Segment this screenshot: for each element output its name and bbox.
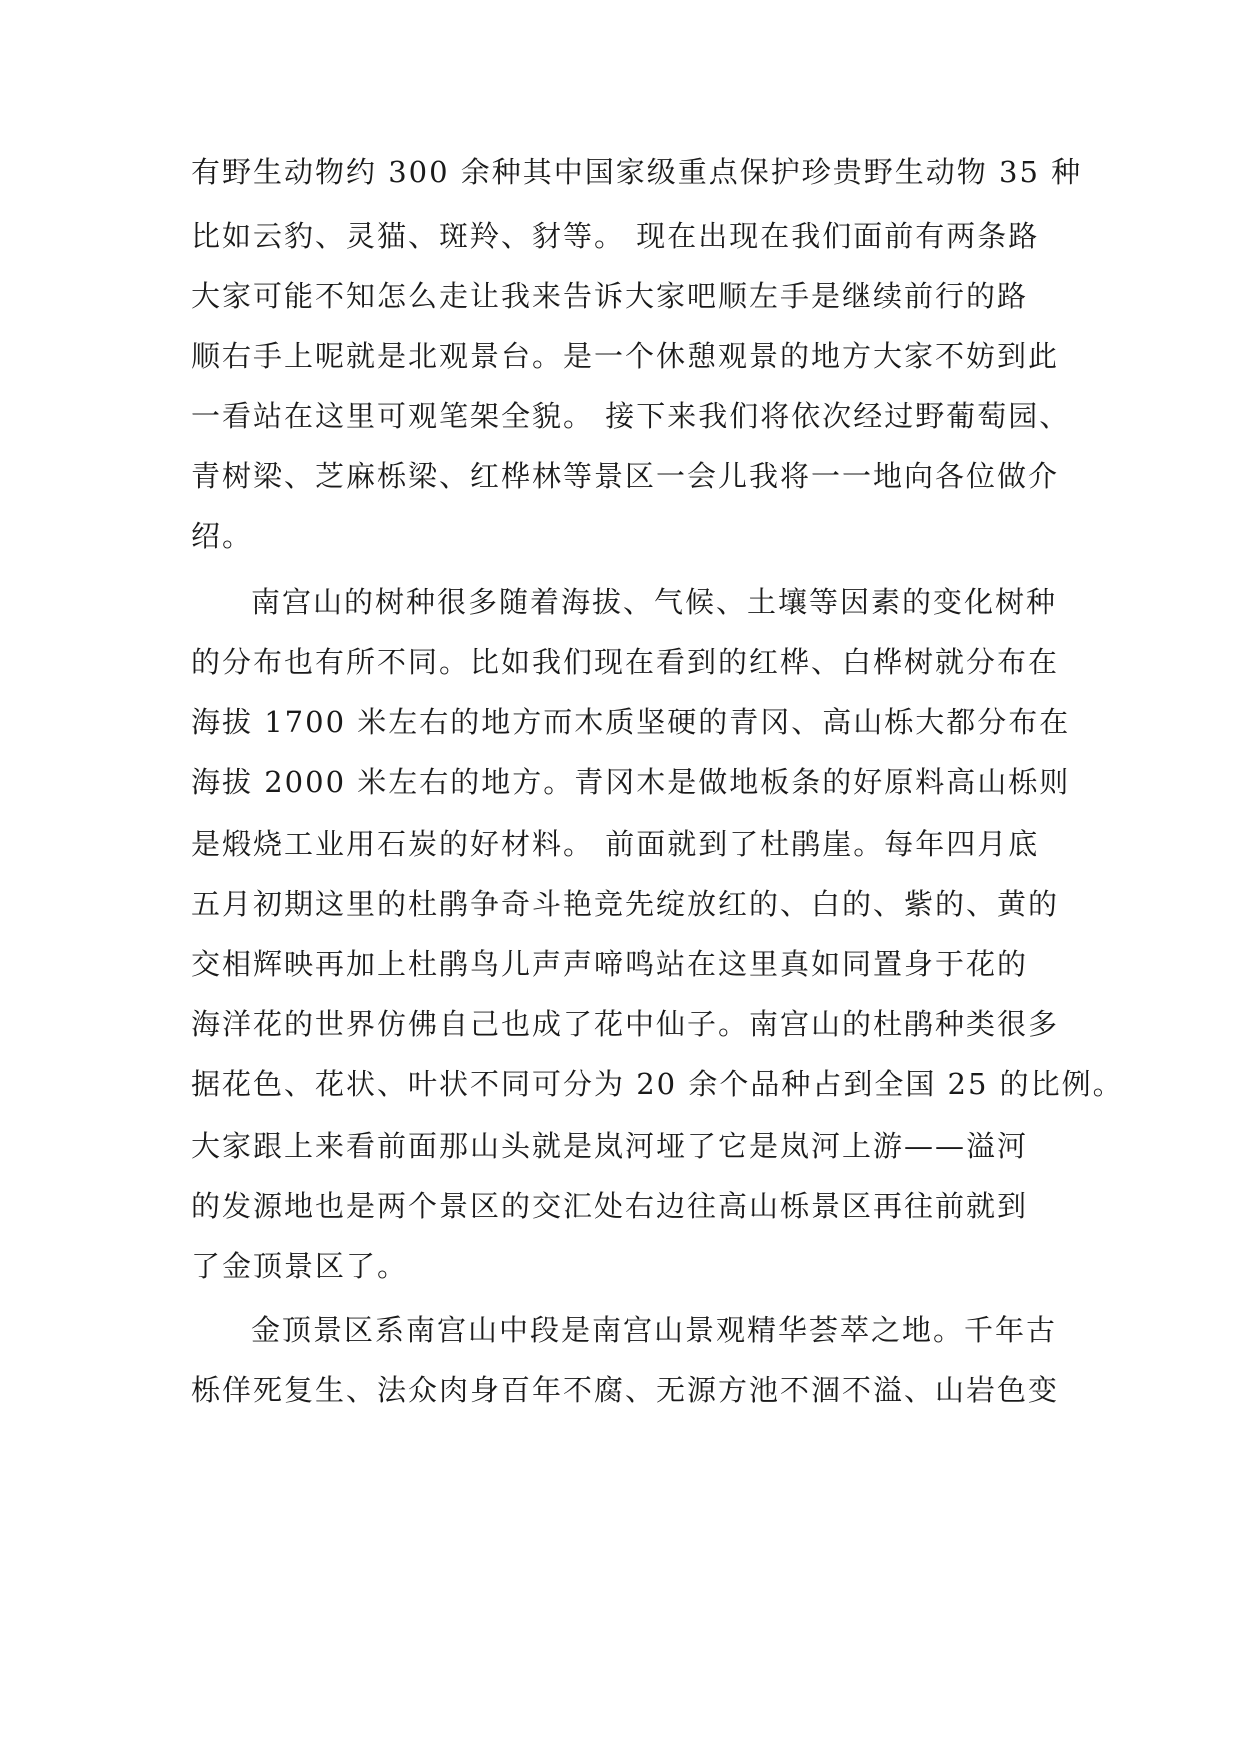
paragraph-line: 南宫山的树种很多随着海拔、气候、土壤等因素的变化树种 [251, 585, 1058, 619]
paragraph-line: 青树梁、芝麻栎梁、红桦林等景区一会儿我将一一地向各位做介 [191, 459, 1060, 493]
paragraph-line: 五月初期这里的杜鹃争奇斗艳竞先绽放红的、白的、紫的、黄的 [191, 887, 1060, 921]
paragraph-line: 海洋花的世界仿佛自己也成了花中仙子。南宫山的杜鹃种类很多 [191, 1007, 1060, 1041]
paragraph-line: 据花色、花状、叶状不同可分为 20 余个品种占到全国 25 的比例。 [191, 1067, 1124, 1101]
paragraph-line: 的分布也有所不同。比如我们现在看到的红桦、白桦树就分布在 [191, 645, 1060, 679]
paragraph-line: 海拔 1700 米左右的地方而木质坚硬的青冈、高山栎大都分布在 [191, 705, 1071, 739]
paragraph-line: 交相辉映再加上杜鹃鸟儿声声啼鸣站在这里真如同置身于花的 [191, 947, 1029, 981]
paragraph-line: 有野生动物约 300 余种其中国家级重点保护珍贵野生动物 35 种 [191, 155, 1083, 189]
paragraph-line: 一看站在这里可观笔架全貌。 接下来我们将依次经过野葡萄园、 [191, 399, 1071, 433]
paragraph-line: 是煅烧工业用石炭的好材料。 前面就到了杜鹃崖。每年四月底 [191, 827, 1040, 861]
paragraph-line: 比如云豹、灵猫、斑羚、豺等。 现在出现在我们面前有两条路 [191, 219, 1040, 253]
paragraph-line: 大家跟上来看前面那山头就是岚河垭了它是岚河上游——溢河 [191, 1129, 1029, 1163]
paragraph-line: 金顶景区系南宫山中段是南宫山景观精华荟萃之地。千年古 [251, 1313, 1058, 1347]
paragraph-line: 绍。 [191, 519, 254, 553]
paragraph-line: 海拔 2000 米左右的地方。青冈木是做地板条的好原料高山栎则 [191, 765, 1071, 799]
paragraph-line: 栎佯死复生、法众肉身百年不腐、无源方池不涸不溢、山岩色变 [191, 1373, 1060, 1407]
paragraph-line: 了金顶景区了。 [191, 1249, 409, 1283]
paragraph-line: 顺右手上呢就是北观景台。是一个休憩观景的地方大家不妨到此 [191, 339, 1060, 373]
paragraph-line: 大家可能不知怎么走让我来告诉大家吧顺左手是继续前行的路 [191, 279, 1029, 313]
paragraph-line: 的发源地也是两个景区的交汇处右边往高山栎景区再往前就到 [191, 1189, 1029, 1223]
